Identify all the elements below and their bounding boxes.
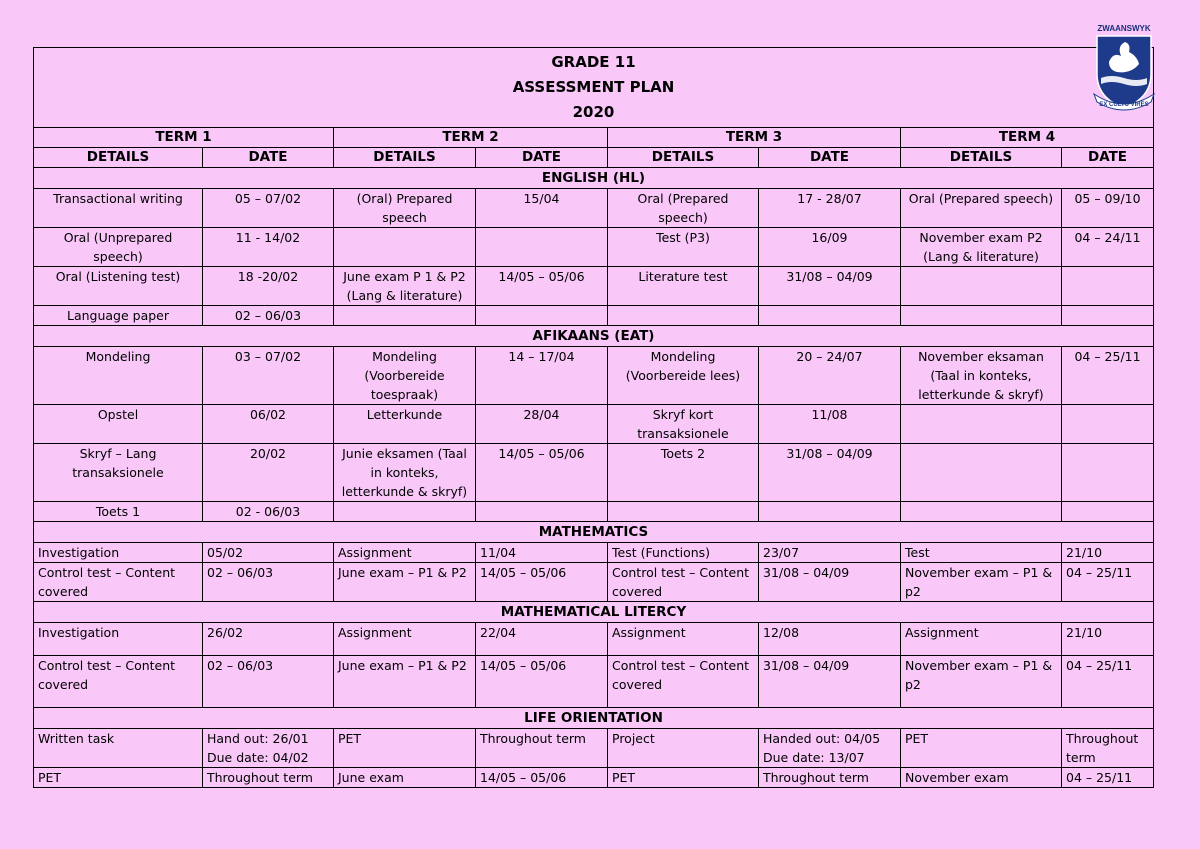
date-header: DATE	[203, 148, 334, 168]
table-row	[34, 444, 1154, 502]
date-cell: 06/02	[203, 405, 334, 444]
term-3-header: TERM 3	[608, 128, 901, 148]
table-row	[34, 729, 1154, 768]
details-cell: November exam – P1 & p2	[901, 563, 1062, 602]
details-cell: Skryf – Lang transaksionele	[34, 444, 203, 502]
date-cell: 05/02	[203, 543, 334, 563]
date-cell: 15/04	[476, 189, 608, 228]
details-cell: November exam	[901, 768, 1062, 788]
table-row	[34, 267, 1154, 306]
date-cell: 17 - 28/07	[759, 189, 901, 228]
details-cell: Oral (Prepared speech)	[608, 189, 759, 228]
date-cell: 04 – 25/11	[1062, 656, 1154, 708]
date-cell: 31/08 – 04/09	[759, 444, 901, 502]
date-cell	[759, 306, 901, 326]
term-4-header: TERM 4	[901, 128, 1154, 148]
section-title: AFIKAANS (EAT)	[34, 326, 1154, 347]
table-row	[34, 623, 1154, 656]
table-row	[34, 543, 1154, 563]
date-cell	[476, 306, 608, 326]
date-header: DATE	[1062, 148, 1154, 168]
details-cell: Investigation	[34, 623, 203, 656]
details-header: DETAILS	[901, 148, 1062, 168]
details-cell: Oral (Listening test)	[34, 267, 203, 306]
date-cell: 21/10	[1062, 623, 1154, 656]
term-1-header: TERM 1	[34, 128, 334, 148]
table-row	[34, 768, 1154, 788]
date-cell: 05 – 07/02	[203, 189, 334, 228]
date-cell: 14/05 – 05/06	[476, 563, 608, 602]
details-cell: Toets 1	[34, 502, 203, 522]
details-cell: Mondeling (Voorbereide toespraak)	[334, 347, 476, 405]
details-cell	[901, 405, 1062, 444]
date-cell: 31/08 – 04/09	[759, 267, 901, 306]
date-cell: Throughout term	[476, 729, 608, 768]
date-cell: 04 – 25/11	[1062, 347, 1154, 405]
date-cell: 14/05 – 05/06	[476, 656, 608, 708]
section-life-orientation	[34, 708, 1154, 729]
table-row	[34, 306, 1154, 326]
date-cell	[1062, 405, 1154, 444]
section-title: MATHEMATICS	[34, 522, 1154, 543]
date-cell: Throughout term	[1062, 729, 1154, 768]
details-cell: Assignment	[334, 543, 476, 563]
term-2-header: TERM 2	[334, 128, 608, 148]
details-cell: Investigation	[34, 543, 203, 563]
date-cell: 22/04	[476, 623, 608, 656]
details-cell: Test (P3)	[608, 228, 759, 267]
date-cell: Handed out: 04/05 Due date: 13/07	[759, 729, 901, 768]
details-cell: Oral (Unprepared speech)	[34, 228, 203, 267]
table-row	[34, 405, 1154, 444]
details-cell: Assignment	[334, 623, 476, 656]
details-cell: Assignment	[608, 623, 759, 656]
date-cell: 14/05 – 05/06	[476, 768, 608, 788]
date-cell: 11 - 14/02	[203, 228, 334, 267]
details-cell	[608, 306, 759, 326]
details-cell	[334, 502, 476, 522]
details-cell: Assignment	[901, 623, 1062, 656]
date-cell: 05 – 09/10	[1062, 189, 1154, 228]
table-row	[34, 347, 1154, 405]
details-cell: Language paper	[34, 306, 203, 326]
details-header: DETAILS	[608, 148, 759, 168]
details-cell: PET	[34, 768, 203, 788]
date-header: DATE	[759, 148, 901, 168]
date-cell: 18 -20/02	[203, 267, 334, 306]
details-cell: PET	[334, 729, 476, 768]
section-title: ENGLISH (HL)	[34, 168, 1154, 189]
details-cell: Transactional writing	[34, 189, 203, 228]
date-cell: 23/07	[759, 543, 901, 563]
date-cell: 28/04	[476, 405, 608, 444]
section-math-lit	[34, 602, 1154, 623]
date-cell: 02 – 06/03	[203, 656, 334, 708]
date-cell: 14 – 17/04	[476, 347, 608, 405]
table-row	[34, 502, 1154, 522]
details-cell: Control test – Content covered	[34, 563, 203, 602]
details-cell	[334, 228, 476, 267]
title-line-2: ASSESSMENT PLAN	[34, 75, 1154, 100]
term-header-row	[34, 128, 1154, 148]
date-cell: 11/04	[476, 543, 608, 563]
date-cell: 12/08	[759, 623, 901, 656]
date-cell: 03 – 07/02	[203, 347, 334, 405]
details-cell: Control test – Content covered	[608, 656, 759, 708]
date-cell: 14/05 – 05/06	[476, 267, 608, 306]
details-cell: Control test – Content covered	[608, 563, 759, 602]
date-cell: 31/08 – 04/09	[759, 656, 901, 708]
date-cell: 02 – 06/03	[203, 563, 334, 602]
section-title: MATHEMATICAL LITERCY	[34, 602, 1154, 623]
details-cell: Skryf kort transaksionele	[608, 405, 759, 444]
date-cell: 04 – 25/11	[1062, 768, 1154, 788]
details-cell: November exam P2 (Lang & literature)	[901, 228, 1062, 267]
details-cell	[901, 444, 1062, 502]
details-cell	[901, 306, 1062, 326]
assessment-plan-table	[33, 47, 1154, 788]
details-cell: Project	[608, 729, 759, 768]
date-cell: 04 – 24/11	[1062, 228, 1154, 267]
details-cell: (Oral) Prepared speech	[334, 189, 476, 228]
date-cell: 16/09	[759, 228, 901, 267]
date-cell: Hand out: 26/01 Due date: 04/02	[203, 729, 334, 768]
date-cell	[476, 228, 608, 267]
details-cell: PET	[901, 729, 1062, 768]
details-cell: June exam – P1 & P2	[334, 563, 476, 602]
details-cell: Test (Functions)	[608, 543, 759, 563]
date-cell	[759, 502, 901, 522]
details-cell: Mondeling (Voorbereide lees)	[608, 347, 759, 405]
school-crest-logo	[1091, 22, 1157, 114]
crest-motto-text: EX CULTU VIRES	[1099, 102, 1149, 108]
date-cell: Throughout term	[203, 768, 334, 788]
details-cell: June exam P 1 & P2 (Lang & literature)	[334, 267, 476, 306]
table-row	[34, 189, 1154, 228]
date-cell: 11/08	[759, 405, 901, 444]
details-cell: Oral (Prepared speech)	[901, 189, 1062, 228]
details-cell: Mondeling	[34, 347, 203, 405]
details-cell	[334, 306, 476, 326]
details-header: DETAILS	[334, 148, 476, 168]
details-cell: Test	[901, 543, 1062, 563]
details-cell: Literature test	[608, 267, 759, 306]
details-cell	[901, 267, 1062, 306]
details-cell: November eksaman (Taal in konteks, letterkunde & skryf)	[901, 347, 1062, 405]
details-cell: Letterkunde	[334, 405, 476, 444]
details-cell: Toets 2	[608, 444, 759, 502]
date-cell: 02 - 06/03	[203, 502, 334, 522]
title-line-1: GRADE 11	[34, 48, 1154, 76]
date-cell: Throughout term	[759, 768, 901, 788]
details-cell: Control test – Content covered	[34, 656, 203, 708]
date-cell: 26/02	[203, 623, 334, 656]
details-cell: June exam	[334, 768, 476, 788]
date-header: DATE	[476, 148, 608, 168]
date-cell: 20/02	[203, 444, 334, 502]
section-mathematics	[34, 522, 1154, 543]
details-cell: Written task	[34, 729, 203, 768]
details-cell: Opstel	[34, 405, 203, 444]
table-row	[34, 228, 1154, 267]
details-header: DETAILS	[34, 148, 203, 168]
crest-name-text: ZWAANSWYK	[1097, 24, 1151, 33]
details-cell: PET	[608, 768, 759, 788]
date-cell: 21/10	[1062, 543, 1154, 563]
date-cell: 31/08 – 04/09	[759, 563, 901, 602]
details-cell	[901, 502, 1062, 522]
date-cell: 04 – 25/11	[1062, 563, 1154, 602]
date-cell	[1062, 267, 1154, 306]
details-cell: June exam – P1 & P2	[334, 656, 476, 708]
details-cell: Junie eksamen (Taal in konteks, letterkunde & skryf)	[334, 444, 476, 502]
details-cell	[608, 502, 759, 522]
table-row	[34, 656, 1154, 708]
section-english	[34, 168, 1154, 189]
date-cell	[476, 502, 608, 522]
column-header-row	[34, 148, 1154, 168]
section-title: LIFE ORIENTATION	[34, 708, 1154, 729]
date-cell: 14/05 – 05/06	[476, 444, 608, 502]
date-cell: 20 – 24/07	[759, 347, 901, 405]
assessment-plan-sheet	[33, 47, 1153, 788]
date-cell	[1062, 502, 1154, 522]
date-cell	[1062, 306, 1154, 326]
date-cell: 02 – 06/03	[203, 306, 334, 326]
details-cell: November exam – P1 & p2	[901, 656, 1062, 708]
table-row	[34, 563, 1154, 602]
title-line-3: 2020	[34, 100, 1154, 128]
section-afrikaans	[34, 326, 1154, 347]
date-cell	[1062, 444, 1154, 502]
